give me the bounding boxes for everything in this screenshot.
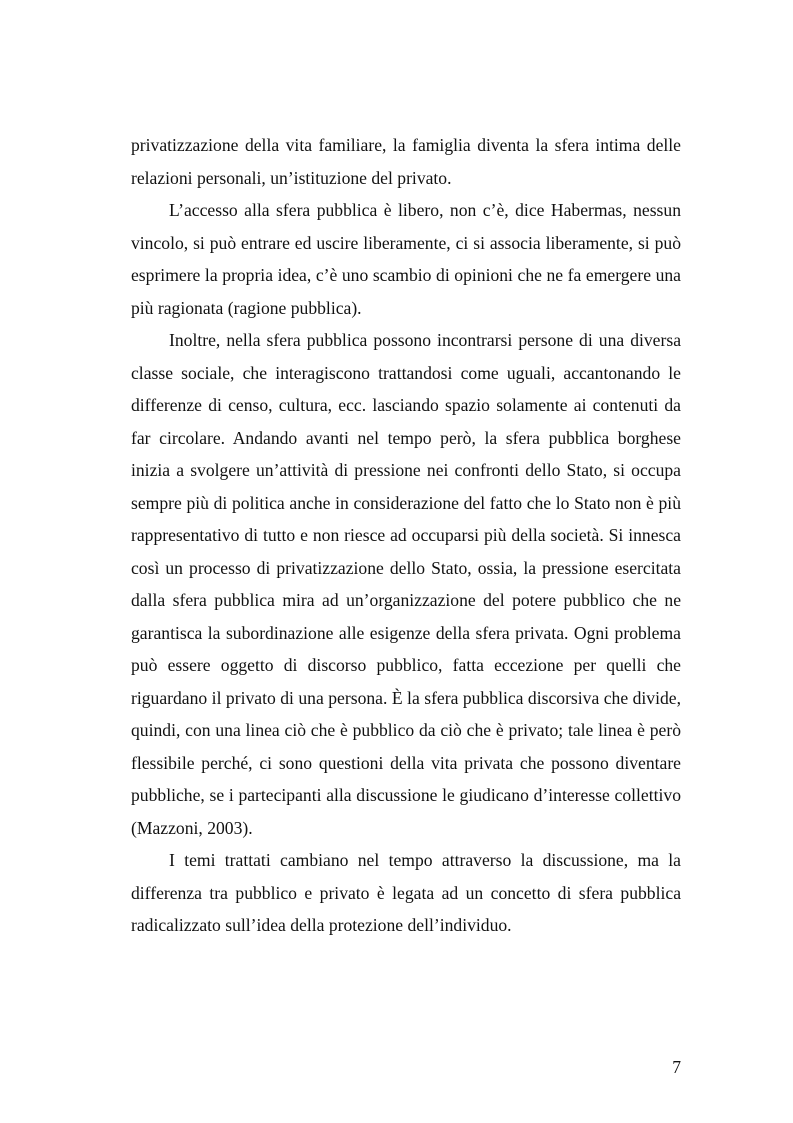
- paragraph-public-sphere-access: L’accesso alla sfera pubblica è libero, non c’è, dice Habermas, nessun vincolo, si può entrare ed uscire liberamente, ci si associa liberamente, si può esprimere la propria idea, c’è uno scambio di opinioni che ne fa emergere una più ragionata (ragione pubblica).: [131, 200, 681, 318]
- page-number: 7: [672, 1057, 681, 1077]
- page-body: [131, 129, 681, 942]
- paragraph-continuation: privatizzazione della vita familiare, la famiglia diventa la sfera intima delle relazioni personali, un’istituzione del privato.: [131, 135, 681, 188]
- paragraph-themes: I temi trattati cambiano nel tempo attraverso la discussione, ma la differenza tra pubblico e privato è legata ad un concetto di sfera pubblica radicalizzato sull’idea della protezione dell’individuo.: [131, 850, 681, 935]
- paragraph-social-classes: Inoltre, nella sfera pubblica possono incontrarsi persone di una diversa classe sociale, che interagiscono trattandosi come uguali, accantonando le differenze di censo, cultura, ecc. lasciando spazio solamente ai contenuti da far circolare. Andando avanti nel tempo però, la sfera pubblica borghese inizia a svolgere un’attività di pressione nei confronti dello Stato, si occupa sempre più di politica anche in considerazione del fatto che lo Stato non è più rappresentativo di tutto e non riesce ad occuparsi più della società. Si innesca così un processo di privatizzazione dello Stato, ossia, la pressione esercitata dalla sfera pubblica mira ad un’organizzazione del potere pubblico che ne garantisca la subordinazione alle esigenze della sfera privata. Ogni problema può essere oggetto di discorso pubblico, fatta eccezione per quelli che riguardano il privato di una persona. È la sfera pubblica discorsiva che divide, quindi, con una linea ciò che è pubblico da ciò che è privato; tale linea è però flessibile perché, ci sono questioni della vita privata che possono diventare pubbliche, se i partecipanti alla discussione le giudicano d’interesse collettivo (Mazzoni, 2003).: [131, 330, 681, 838]
